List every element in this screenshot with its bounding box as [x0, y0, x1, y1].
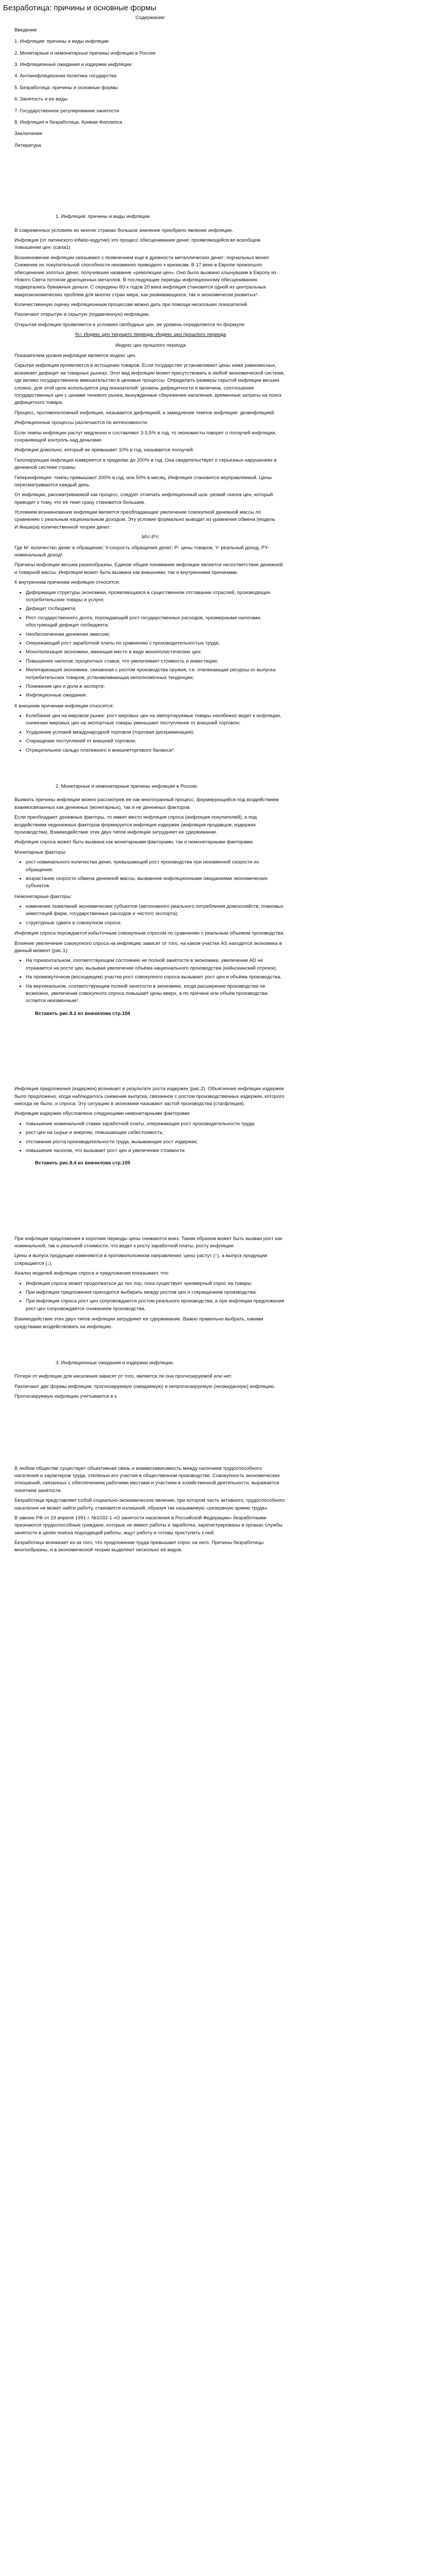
- list-item: • На промежуточном (восходящем) участке рост совокупного спроса вызывает рост цен и объёма производства.: [26, 974, 287, 981]
- paragraph: В современных условиях во многих странах большое значение приобрело явление инфляции.: [14, 227, 233, 233]
- paragraph: Условием возникновения инфляции является преобладающее увеличение совокупной денежной массы по сравнению с реальным национальным доходом. Эту условие формально выводит из уравнения обмена (модель И.Фишера) количественной теории денег:: [14, 510, 275, 530]
- paragraph: Процесс, противоположный инфляции, называется дефляцией, а замедление темпов инфляции- дезинфляцией.: [14, 410, 275, 416]
- paragraph: Где М- количество денег в обращении; V-скорость обращения денег; Р- цены товаров, Y- реальный доход, PY- номинальный доход².: [14, 545, 269, 558]
- paragraph: Инфляция довольно, который не превышает 10% в год, называется ползучей.: [14, 447, 195, 453]
- list-item: • рост номинального количества денег, превышающий рост производства при неизменной скорости их обращения;: [26, 859, 287, 874]
- paragraph: Инфляция (от латинского inflatio-вздутие) это процесс обесценивания денег, проявляющийся во всеобщем повышении цен. (carta1): [14, 237, 260, 251]
- paragraph: Инфляционные процессы различаются по интенсивности.: [14, 420, 149, 426]
- document-title: Безработица: причины и основные формы: [3, 4, 156, 12]
- paragraph: Количественную оценку инфляционным процессам можно дать при помощи нескольких показателей.: [14, 302, 249, 308]
- paragraph: Скрытая инфляция проявляется в истощении товаров. Если государство устанавливает цены ниже равновесных, возникает дефицит на товарных рынках. Этот вид инфляции может присутствовать в любой экономической системе, где велико государственное вмешательство в ценовые процессы. Определить размеры скрытой инфляции весьма сложно, для этой цели используется ряд показателей: уровень дефицитности и величина, соотношение государственных цен с ценами теневого рынка, вынужденные сбережения населения, временные затраты на поиск дефицитного товара.: [14, 363, 285, 406]
- paragraph: Если преобладают денежные факторы, то имеет место инфляция спроса (инфляция покупателей), а под воздействием неденежных факторов формируется инфляция издержек (инфляция продавцов, издержек производства). Взаимодействие этих двух типов инфляции затрудняет ее сдерживание.: [14, 815, 257, 835]
- list-item: • Дефицит госбюджета;: [26, 605, 287, 613]
- list-item: • Милитаризация экономики, связанная с ростом производства оружия, т.е. отвлекающая ресурсы от выпуска потребительских товаров, устанавливающая неполномочных тенденции;: [26, 667, 287, 682]
- toc-link[interactable]: Заключение: [14, 131, 43, 137]
- toc-heading: Содержание:: [135, 14, 166, 21]
- list-item: • повышение номинальной ставки заработной платы, опережающее рост производительности труда;: [26, 1121, 287, 1128]
- toc-link[interactable]: 5. Безработица: причины и основные формы: [14, 84, 118, 91]
- paragraph: Потери от инфляции для населения зависят от того, является ли она прогнозируемой или нет.: [14, 1374, 232, 1380]
- bullet-list: [14, 1280, 287, 1313]
- list-item: • Ухудшение условий международной торговли (торговая дискриминация);: [26, 729, 287, 736]
- list-item: • При инфляции предложения приходится выбирать между ростом цен и сокращением производства.: [26, 1289, 287, 1296]
- list-item: • Сокращение поступлений от внешней торговли;: [26, 738, 287, 745]
- toc-item[interactable]: [14, 108, 287, 115]
- paragraph: К внешним причинам инфляции относятся:: [14, 703, 114, 709]
- bullet-list: [14, 957, 287, 1005]
- paragraph: Инфляция спроса может быть вызвана как монетарными факторами, так и немонетарными факторами.: [14, 839, 254, 845]
- section-heading: 2. Монетарные и немонетарные причины инфляции в России.: [56, 784, 198, 790]
- list-item: • Монополизация экономики, имеющая место в виде монополистических цен;: [26, 649, 287, 656]
- paragraph: Монетарные факторы:: [14, 849, 66, 855]
- table-of-contents: [14, 27, 287, 149]
- toc-item[interactable]: [14, 130, 287, 138]
- paragraph: Инфляция издержек обусловлена следующими немонетарными факторами:: [14, 1111, 191, 1117]
- paragraph: Если темпы инфляции растут медленно и составляют 3-3,5% в год, то экономисты говорят о ползучей инфляции, сохраняющей контроль над деньгами.: [14, 430, 276, 443]
- toc-item[interactable]: [14, 84, 287, 92]
- section-heading: 1. Инфляция: причины и виды инфляции: [56, 214, 150, 220]
- bullet-list: [14, 589, 287, 700]
- list-item: • Повышение налогов, процентных ставок, что увеличивает стоимость и инвестиции;: [26, 658, 287, 665]
- figure-placeholder: Вставить рис.8.4 из вначилова стр.105: [35, 1160, 130, 1166]
- toc-link[interactable]: 6. Занятость и ее виды: [14, 96, 68, 103]
- toc-item[interactable]: [14, 38, 287, 45]
- toc-item[interactable]: [14, 50, 287, 57]
- toc-link[interactable]: 8. Инфляция и безработица. Кривая Филлипса: [14, 120, 123, 126]
- list-item: • структурные сдвиги в совокупном спросе.: [26, 920, 287, 927]
- paragraph: От инфляции, рассматриваемой как процесс, следует отличать инфляционный шок- резкий скачок цен, который приводит к тому, что её темп сразу становится большим.: [14, 492, 273, 505]
- toc-link[interactable]: 7. Государственное регулирование занятости: [14, 108, 119, 114]
- list-item: • Рост государственного долга, порождающий рост государственных расходов, чрезмерными налогами, обостряющий дефицит госбюджета;: [26, 615, 287, 630]
- paragraph: Влияние увеличения совокупного спроса на инфляцию зависит от того, на каком участке AS находится экономика в данный момент (рис.1):: [14, 940, 282, 954]
- paragraph: Гиперинфляция- темпы превышают 200% в год, или 50% в месяц. Инфляция становится неуправляемой. Цены пересматриваются каждый день.: [14, 474, 272, 488]
- list-item: • Инфляционные ожидания.: [26, 692, 287, 699]
- toc-link[interactable]: Введение: [14, 27, 37, 33]
- paragraph: Инфляция предложения (издержек) возникает в результате роста издержек (рис.2). Объяснение инфляции издержек было предложено, когда наблюдалось снижение выпуска, связанное с ростом производственных издержек, которого никогда не было, и спроса. Эту ситуацию в экономике называют застой производства (стагфляция).: [14, 1086, 285, 1107]
- toc-link[interactable]: 2. Монетарные и немонетарные причины инфляции в России: [14, 50, 156, 56]
- bullet-list: [14, 713, 287, 754]
- toc-link[interactable]: 3. Инфляционные ожидания и издержки инфляции: [14, 62, 132, 68]
- formula-exchange: MV=PY,: [142, 534, 160, 540]
- list-item: • рост цен на сырье и энергию, повышающее себестоимость;: [26, 1129, 287, 1137]
- list-item: • повышение налогов, что вызывает рост цен и увеличение стоимости.: [26, 1147, 287, 1155]
- bullet-list: [14, 859, 287, 890]
- list-item: • Опережающий рост заработной платы по сравнению с производительностью труда;: [26, 640, 287, 647]
- list-item: • Деформация структуры экономики, проявляющаяся в существенном отставании отраслей, производящих потребительские товары и услуги;: [26, 589, 287, 604]
- document-body: [0, 14, 436, 1554]
- toc-item[interactable]: [14, 73, 287, 80]
- list-item: • изменение пожеланий экономических субъектов (автономного реального потребления домохозяйств, плановых инвестиций фирм, государственных расходов и чистого экспорта);: [26, 903, 287, 918]
- paragraph: Безработица возникает из-за того, что предложение труда превышает спрос на него. Причины безработицы многообразны, и в экономической теории выделяют несколько её видов.: [14, 1540, 264, 1553]
- paragraph: Цены и выпуск продукции изменяются в противоположном направлении: цены растут (↑), а выпуск продукции сокращается (↓).: [14, 1253, 267, 1266]
- list-item: • При инфляции спроса рост цен сопровождается ростом реального производства, а при инфляции предложения рост цен сопровождается снижением производства.: [26, 1298, 287, 1313]
- section-heading: 3. Инфляционные ожидания и издержки инфляции.: [56, 1360, 174, 1366]
- paragraph: При инфляции предложения в короткие периоды цены снижаются вниз. Таким образом может быть вызван рост как номинальной, так и реальной стоимости, что ведет к росту заработной платы, росту инфляции.: [14, 1235, 283, 1249]
- paragraph: Причины инфляции весьма разнообразны. Единое общее понимание инфляции является несоответствие денежной и товарной массы. Инфляция может быть вызвана как внешними, так и внутренними причинами.: [14, 562, 283, 575]
- list-item: • Понижение цен и доли в экспорте;: [26, 683, 287, 690]
- toc-item[interactable]: [14, 61, 287, 69]
- toc-link[interactable]: Литература: [14, 142, 41, 148]
- paragraph: Открытая инфляция проявляется в условиях свободных цен, ее уровень определяется по формуле:: [14, 321, 246, 328]
- paragraph: К внутренним причинам инфляции относится:: [14, 580, 120, 586]
- paragraph: Инфляция спроса порождается избыточным совокупным спросом по сравнению с реальным объемом производства.: [14, 930, 285, 937]
- bullet-list: [14, 903, 287, 927]
- toc-item[interactable]: [14, 142, 287, 149]
- list-item: • На горизонтальном, соответствующем состоянию не полной занятости в экономике, увеличение AD не отражается на росте цен, вызывая увеличение объёма национального производства (кейнсианский отрезок).: [26, 957, 287, 972]
- paragraph: Немонетарные факторы:: [14, 893, 72, 900]
- list-item: • возрастание скорости обмена денежной массы, вызванное инфляционными ожиданиями экономических субъектов.: [26, 875, 287, 890]
- bullet-list: [14, 1121, 287, 1155]
- paragraph: В любом обществе существует объективная связь и взаимозависимость между наличием трудоспособного населения и характером труда, степенью его участия в общественном производстве. Совокупность экономических отношений, связанных с обеспечением рабочими местами и участием в хозяйственной деятельности, выражается понятием занятости.: [14, 1465, 280, 1494]
- paragraph: Различают две формы инфляции: прогнозируемую (ожидаемую) и непрогнозируемую (неожиданную) инфляцию.: [14, 1383, 276, 1389]
- list-item: • отставание роста производительности труда, вызывающее рост издержек;: [26, 1139, 287, 1146]
- toc-link[interactable]: 4. Антиинфляционная политика государства: [14, 73, 117, 79]
- toc-item[interactable]: [14, 27, 287, 34]
- toc-item[interactable]: [14, 119, 287, 126]
- paragraph: Возникновение инфляции связывают с появлением еще в древности металлических денег: порчальных монет. Снижение их покупательной способности неизменно приводило к кризисам. В 17 веке в Европе произошло обесценение золотых денег, получившее название «революции цен». Оно было вызвано хлынувшим в Европу из Нового Света потоком драгоценных металлов. В последующие периоды инфляционному обесцениванию подвергались бумажные деньги. С середины 60-х годов 20 века инфляция становится одной из центральных макроэкономических проблем для многих стран мира, как развивающихся, так и экономически развитых¹.: [14, 255, 276, 298]
- paragraph: Взаимодействие этих двух типов инфляции затрудняет ее сдерживание. Важно правильно выбрать, какими средствами воздействовать на инфляцию.: [14, 1316, 264, 1330]
- figure-placeholder: Вставить рис.8.1 из вначилова стр.104: [35, 1010, 130, 1016]
- toc-link[interactable]: 1. Инфляция: причины и виды инфляции: [14, 39, 109, 45]
- paragraph: Галопирующая инфляция измеряется в пределах до 200% в год. Она свидетельствует о серьезных нарушениях в денежной системе страны.: [14, 457, 277, 471]
- list-item: • Колебания цен на мировом рынке: рост мировых цен на импортируемые товары неизбежно ведет к инфляции, снижение мировых цен на экспортные товары уменьшает поступление от внешней торговли;: [26, 713, 287, 727]
- paragraph: Безработица представляет собой социально-экономическое явление, при котором часть активного, трудоспособного населения не может найти работу, становится излишней, образуя так называемую «резервную армию труда».: [14, 1498, 285, 1511]
- paragraph: Прогнозируемую инфляцию учитывается в к: [14, 1394, 117, 1400]
- paragraph: Анализ моделей инфляции спроса и предложения показывает, что:: [14, 1270, 170, 1277]
- toc-item[interactable]: [14, 96, 287, 103]
- paragraph: Показателем уровня инфляции является индекс цен.: [14, 353, 137, 359]
- paragraph: Выявить причины инфляции можно рассмотрев ее как многогранный процесс, формирующийся под воздействием взаимосвязанных как денежных (монетарных), так и не денежных факторов.: [14, 797, 279, 810]
- list-item: • На вертикальном, соответствующем полной занятости в экономике, когда расширение производства не возможно, увеличение совокупного спроса повышает цены вверх, а по причине или объём производства остается неизменным⁴.: [26, 983, 287, 1005]
- list-item: • Инфляция спроса может продолжаться до тех пор, пока существует чрезмерный спрос на товары.: [26, 1280, 287, 1287]
- formula-numerator: [14, 331, 287, 338]
- paragraph: Различают открытую и скрытую (подавленную) инфляцию.: [14, 312, 150, 318]
- list-item: • Отрицательное сальдо платежного и внешнеторгового баланса³.: [26, 747, 287, 754]
- list-item: • Необеспеченная денежная эмиссия;: [26, 631, 287, 638]
- formula-text: %= Индекс цен текущего периода- Индекс цен прошлого периода: [75, 332, 226, 338]
- formula-denominator: Индекс цен прошлого периода: [115, 342, 186, 348]
- paragraph: В законе РФ от 19 апреля 1991 г. №1032-1 «О занятости населения в Российской Федерации» безработными признаются трудоспособные граждане, которые не имеют работы и заработка, зарегистрированы в органах службы занятости в целях поиска подходящей работы, ищут работу и готовы приступить к ней.: [14, 1515, 283, 1536]
